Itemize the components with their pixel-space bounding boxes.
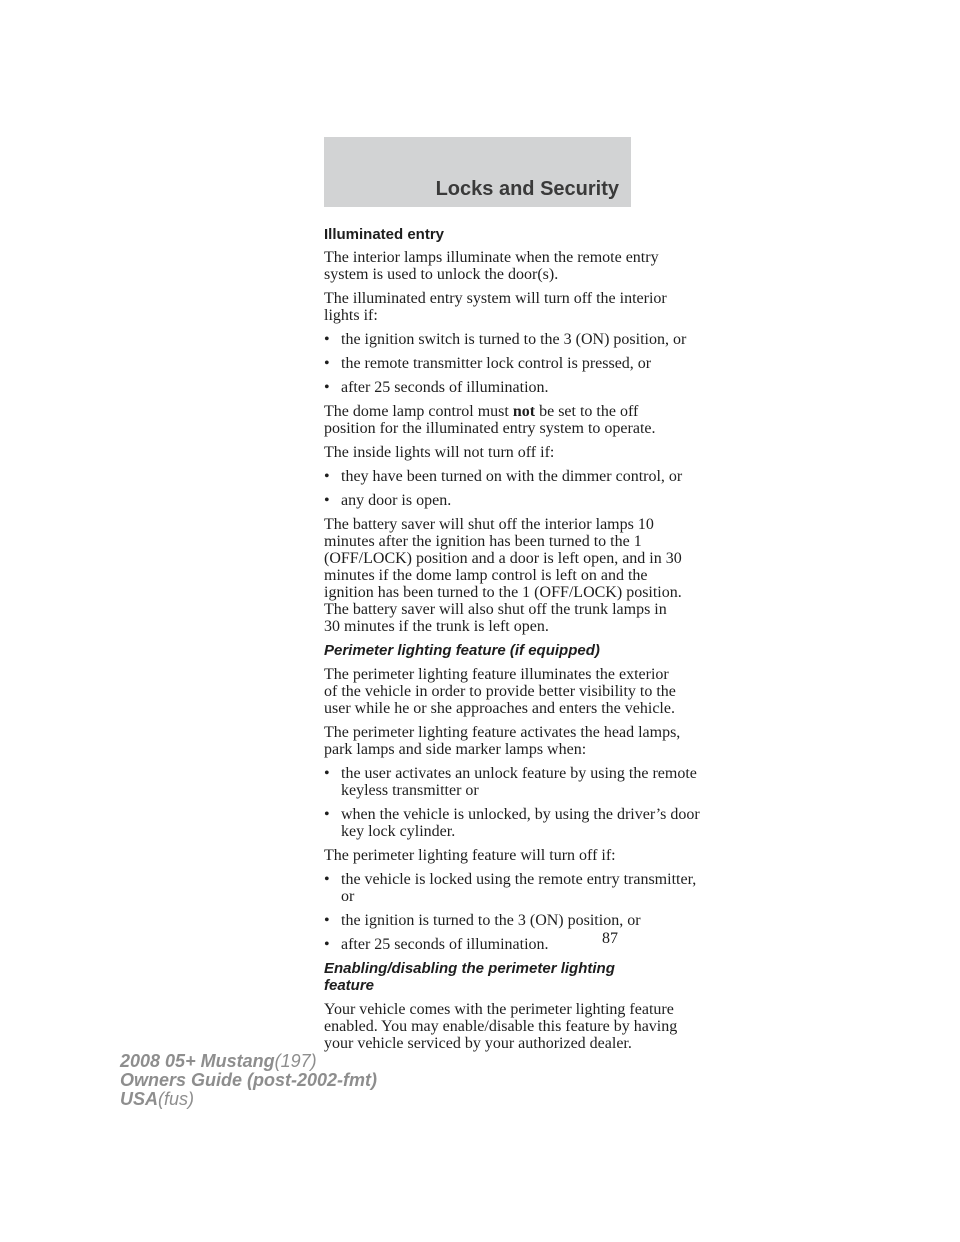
paragraph: The battery saver will shut off the interior lamps 10 minutes after the ignition has been turned to the 1 (OFF/LOCK) position and a door is left open, and in 30 minutes if the dome lamp control is left on and the ignition has been turned to the 1 (OFF/LOCK) position. The battery saver will also shut off the trunk lamps in 30 minutes if the trunk is left open. <box>324 516 682 635</box>
list-item <box>324 492 701 509</box>
list-item-text: after 25 seconds of illumination. <box>341 936 549 953</box>
bullet-icon: • <box>324 936 330 953</box>
list-item <box>324 379 701 396</box>
bullet-icon: • <box>324 912 330 929</box>
paragraph-text: be set to the off position for the illuminated entry system to operate. <box>324 403 656 437</box>
list-item <box>324 331 701 348</box>
bullet-icon: • <box>324 806 330 823</box>
bullet-icon: • <box>324 468 330 485</box>
heading-enabling-disabling: Enabling/disabling the perimeter lighting feature <box>324 960 615 994</box>
bullet-icon: • <box>324 765 330 782</box>
page-content <box>324 226 700 1059</box>
footer-line <box>120 1090 377 1109</box>
list-item <box>324 806 701 840</box>
paragraph: The perimeter lighting feature will turn off if: <box>324 847 616 864</box>
paragraph: The inside lights will not turn off if: <box>324 444 555 461</box>
footer-market: USA <box>120 1089 159 1109</box>
bullet-icon: • <box>324 355 330 372</box>
paragraph: The illuminated entry system will turn off the interior lights if: <box>324 290 667 324</box>
heading-perimeter-lighting: Perimeter lighting feature (if equipped) <box>324 642 600 659</box>
list-item <box>324 912 701 929</box>
list-item <box>324 936 701 953</box>
list-item-text: the ignition switch is turned to the 3 (ON) position, or <box>341 331 687 348</box>
emphasis-not: not <box>512 403 536 420</box>
footer-line: Owners Guide (post-2002-fmt) <box>120 1070 378 1090</box>
heading-illuminated-entry: Illuminated entry <box>324 226 445 243</box>
footer-model-code: (197) <box>274 1051 317 1071</box>
section-title: Locks and Security <box>435 178 619 200</box>
paragraph: Your vehicle comes with the perimeter lighting feature enabled. You may enable/disable this feature by having your vehicle serviced by your authorized dealer. <box>324 1001 678 1052</box>
footer-line <box>120 1052 377 1071</box>
footer-model: 2008 05+ Mustang <box>120 1051 275 1071</box>
list-item-text: when the vehicle is unlocked, by using the driver’s door key lock cylinder. <box>341 806 700 840</box>
list-item <box>324 871 701 905</box>
list-item <box>324 355 701 372</box>
document-footer <box>120 1052 377 1109</box>
paragraph-text: The dome lamp control must <box>324 403 513 420</box>
section-header-band <box>324 137 631 207</box>
bullet-icon: • <box>324 492 330 509</box>
paragraph: The perimeter lighting feature illuminates the exterior of the vehicle in order to provide better visibility to the user while he or she approaches and enters the vehicle. <box>324 666 676 717</box>
footer-market-code: (fus) <box>158 1089 195 1109</box>
list-item-text: the remote transmitter lock control is pressed, or <box>341 355 652 372</box>
list-item-text: the vehicle is locked using the remote entry transmitter, or <box>341 871 697 905</box>
list-item <box>324 468 701 485</box>
paragraph <box>324 403 684 437</box>
bullet-icon: • <box>324 331 330 348</box>
bullet-icon: • <box>324 379 330 396</box>
list-item-text: the user activates an unlock feature by using the remote keyless transmitter or <box>341 765 697 799</box>
list-item-text: any door is open. <box>341 492 452 509</box>
page-number: 87 <box>602 930 618 947</box>
paragraph: The interior lamps illuminate when the remote entry system is used to unlock the door(s). <box>324 249 659 283</box>
list-item-text: after 25 seconds of illumination. <box>341 379 549 396</box>
list-item <box>324 765 701 799</box>
paragraph: The perimeter lighting feature activates the head lamps, park lamps and side marker lamps when: <box>324 724 681 758</box>
bullet-icon: • <box>324 871 330 888</box>
list-item-text: they have been turned on with the dimmer control, or <box>341 468 683 485</box>
list-item-text: the ignition is turned to the 3 (ON) position, or <box>341 912 641 929</box>
